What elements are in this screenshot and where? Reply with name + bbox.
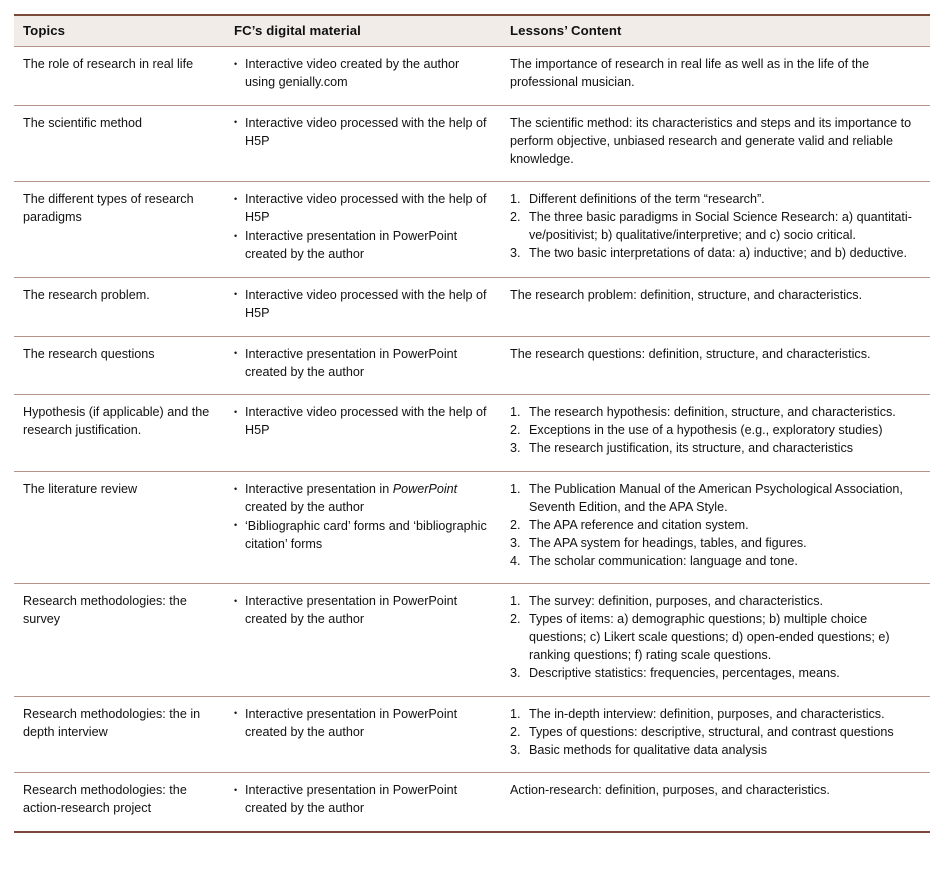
topic-text: The different types of research paradigms (23, 192, 194, 225)
column-header-lessons: Lessons’ Content (498, 15, 930, 47)
lessons-numbered-item: The in-depth interview: definition, purposes, and characteristics. (529, 706, 885, 721)
cell-lessons-content (498, 47, 930, 106)
cell-material (224, 773, 498, 832)
column-header-topics: Topics (14, 15, 224, 47)
cell-topic (14, 47, 224, 106)
material-bullet-list (234, 404, 490, 440)
cell-topic (14, 336, 224, 395)
lessons-numbered-item: The APA reference and citation system. (529, 517, 749, 532)
cell-material (224, 696, 498, 773)
topic-text: Research methodologies: the in depth interview (23, 706, 201, 739)
cell-lessons-content (498, 395, 930, 472)
table-row (14, 696, 930, 773)
table-row (14, 47, 930, 106)
cell-material (224, 47, 498, 106)
table-row (14, 105, 930, 182)
cell-lessons-content (498, 105, 930, 182)
lessons-paragraph: The research problem: definition, structure, and characteristics. (510, 287, 863, 302)
topic-text: Research methodologies: the survey (23, 594, 187, 627)
material-bullet-list (234, 287, 490, 323)
cell-lessons-content (498, 182, 930, 278)
table-row (14, 395, 930, 472)
lessons-numbered-list (510, 404, 920, 458)
material-bullet-list (234, 706, 490, 742)
topic-text: The research questions (23, 346, 155, 361)
material-bullet-item: • Interactive presentation in PowerPoint created by the author (234, 481, 490, 517)
material-bullet-item: • Interactive video processed with the help of H5P (234, 191, 490, 227)
material-bullet-item: • Interactive presentation in PowerPoint created by the author (234, 782, 490, 818)
lessons-numbered-item: Different definitions of the term “research”. (529, 192, 765, 207)
table-row (14, 277, 930, 336)
material-bullet-list (234, 593, 490, 629)
lessons-table (14, 14, 930, 833)
topic-text: The role of research in real life (23, 57, 194, 71)
lessons-numbered-item: Types of questions: descriptive, structural, and contrast questions (529, 724, 894, 739)
lessons-numbered-item: Descriptive statistics: frequencies, percentages, means. (529, 665, 840, 680)
cell-topic (14, 105, 224, 182)
cell-topic (14, 584, 224, 696)
material-bullet-list (234, 782, 490, 818)
lessons-numbered-item: The research justification, its structure, and characteristics (529, 441, 854, 456)
cell-topic (14, 472, 224, 584)
table-row (14, 472, 930, 584)
column-header-material: FC’s digital material (224, 15, 498, 47)
lessons-numbered-item: Basic methods for qualitative data analysis (529, 742, 768, 757)
material-bullet-item: • Interactive presentation in PowerPoint created by the author (234, 706, 490, 742)
cell-material (224, 336, 498, 395)
topic-text: Hypothesis (if applicable) and the research justification. (23, 405, 210, 438)
lessons-paragraph: Action-research: definition, purposes, and characteristics. (510, 783, 830, 798)
lessons-numbered-item: The survey: definition, purposes, and characteristics. (529, 594, 823, 609)
material-bullet-item: • Interactive video processed with the help of H5P (234, 287, 490, 323)
material-bullet-list (234, 481, 490, 554)
cell-lessons-content (498, 696, 930, 773)
lessons-numbered-list (510, 593, 920, 682)
material-bullet-item: • Interactive presentation in PowerPoint created by the author (234, 346, 490, 382)
lessons-numbered-item: The APA system for headings, tables, and figures. (529, 535, 807, 550)
topic-text: The literature review (23, 482, 138, 496)
table-row (14, 584, 930, 696)
cell-material (224, 472, 498, 584)
cell-material (224, 105, 498, 182)
lessons-numbered-list (510, 706, 920, 760)
cell-topic (14, 182, 224, 278)
topic-text: The research problem. (23, 287, 150, 302)
lessons-numbered-list (510, 191, 920, 263)
cell-material (224, 182, 498, 278)
cell-topic (14, 696, 224, 773)
cell-topic (14, 395, 224, 472)
lessons-paragraph: The research questions: definition, structure, and characteristics. (510, 346, 871, 361)
table-row (14, 182, 930, 278)
material-bullet-item: • Interactive video created by the author using genially.com (234, 56, 490, 92)
material-bullet-item: • Interactive video processed with the help of H5P (234, 115, 490, 151)
cell-material (224, 277, 498, 336)
cell-lessons-content (498, 584, 930, 696)
lessons-numbered-item: The Publication Manual of the American Psychological Association, Seventh Edition, and the APA Style. (529, 482, 903, 514)
cell-lessons-content (498, 773, 930, 832)
material-bullet-list (234, 56, 490, 92)
header-row (14, 15, 930, 47)
lessons-numbered-item: Exceptions in the use of a hypothesis (e.g., exploratory studies) (529, 423, 883, 438)
cell-material (224, 395, 498, 472)
lessons-numbered-list (510, 481, 920, 570)
cell-lessons-content (498, 472, 930, 584)
table-row (14, 336, 930, 395)
table-header (14, 15, 930, 47)
topic-text: Research methodologies: the action-research project (23, 783, 187, 816)
lessons-paragraph: The scientific method: its characteristics and steps and its importance to perform objective, unbiased research and generate valid and reliable knowledge. (510, 115, 912, 166)
lessons-numbered-item: The three basic paradigms in Social Science Research: a) quantitative/positivist; b) qualitative/interpretive; and c) socio critical. (529, 210, 912, 243)
cell-topic (14, 773, 224, 832)
lessons-numbered-item: The scholar communication: language and tone. (529, 553, 798, 568)
material-bullet-item: • Interactive presentation in PowerPoint created by the author (234, 228, 490, 264)
lessons-paragraph: The importance of research in real life as well as in the life of the professional musician. (510, 57, 870, 89)
table-row (14, 773, 930, 832)
cell-material (224, 584, 498, 696)
material-bullet-list (234, 346, 490, 382)
table-body (14, 47, 930, 833)
material-bullet-item: • Interactive presentation in PowerPoint created by the author (234, 593, 490, 629)
lessons-numbered-item: Types of items: a) demographic questions; b) multiple choice questions; c) Likert scale questions; d) open-ended questions; e) ranking questions; f) rating scale questions. (529, 612, 890, 662)
cell-topic (14, 277, 224, 336)
cell-lessons-content (498, 336, 930, 395)
material-bullet-item: • Interactive video processed with the help of H5P (234, 404, 490, 440)
lessons-numbered-item: The two basic interpretations of data: a) inductive; and b) deductive. (529, 246, 908, 260)
topic-text: The scientific method (23, 115, 142, 130)
material-bullet-list (234, 115, 490, 151)
material-bullet-list (234, 191, 490, 264)
emphasised-term: PowerPoint (392, 482, 458, 496)
material-bullet-item: • ‘Bibliographic card’ forms and ‘bibliographic citation’ forms (234, 518, 490, 554)
lessons-numbered-item: The research hypothesis: definition, structure, and characteristics. (529, 405, 896, 420)
cell-lessons-content (498, 277, 930, 336)
